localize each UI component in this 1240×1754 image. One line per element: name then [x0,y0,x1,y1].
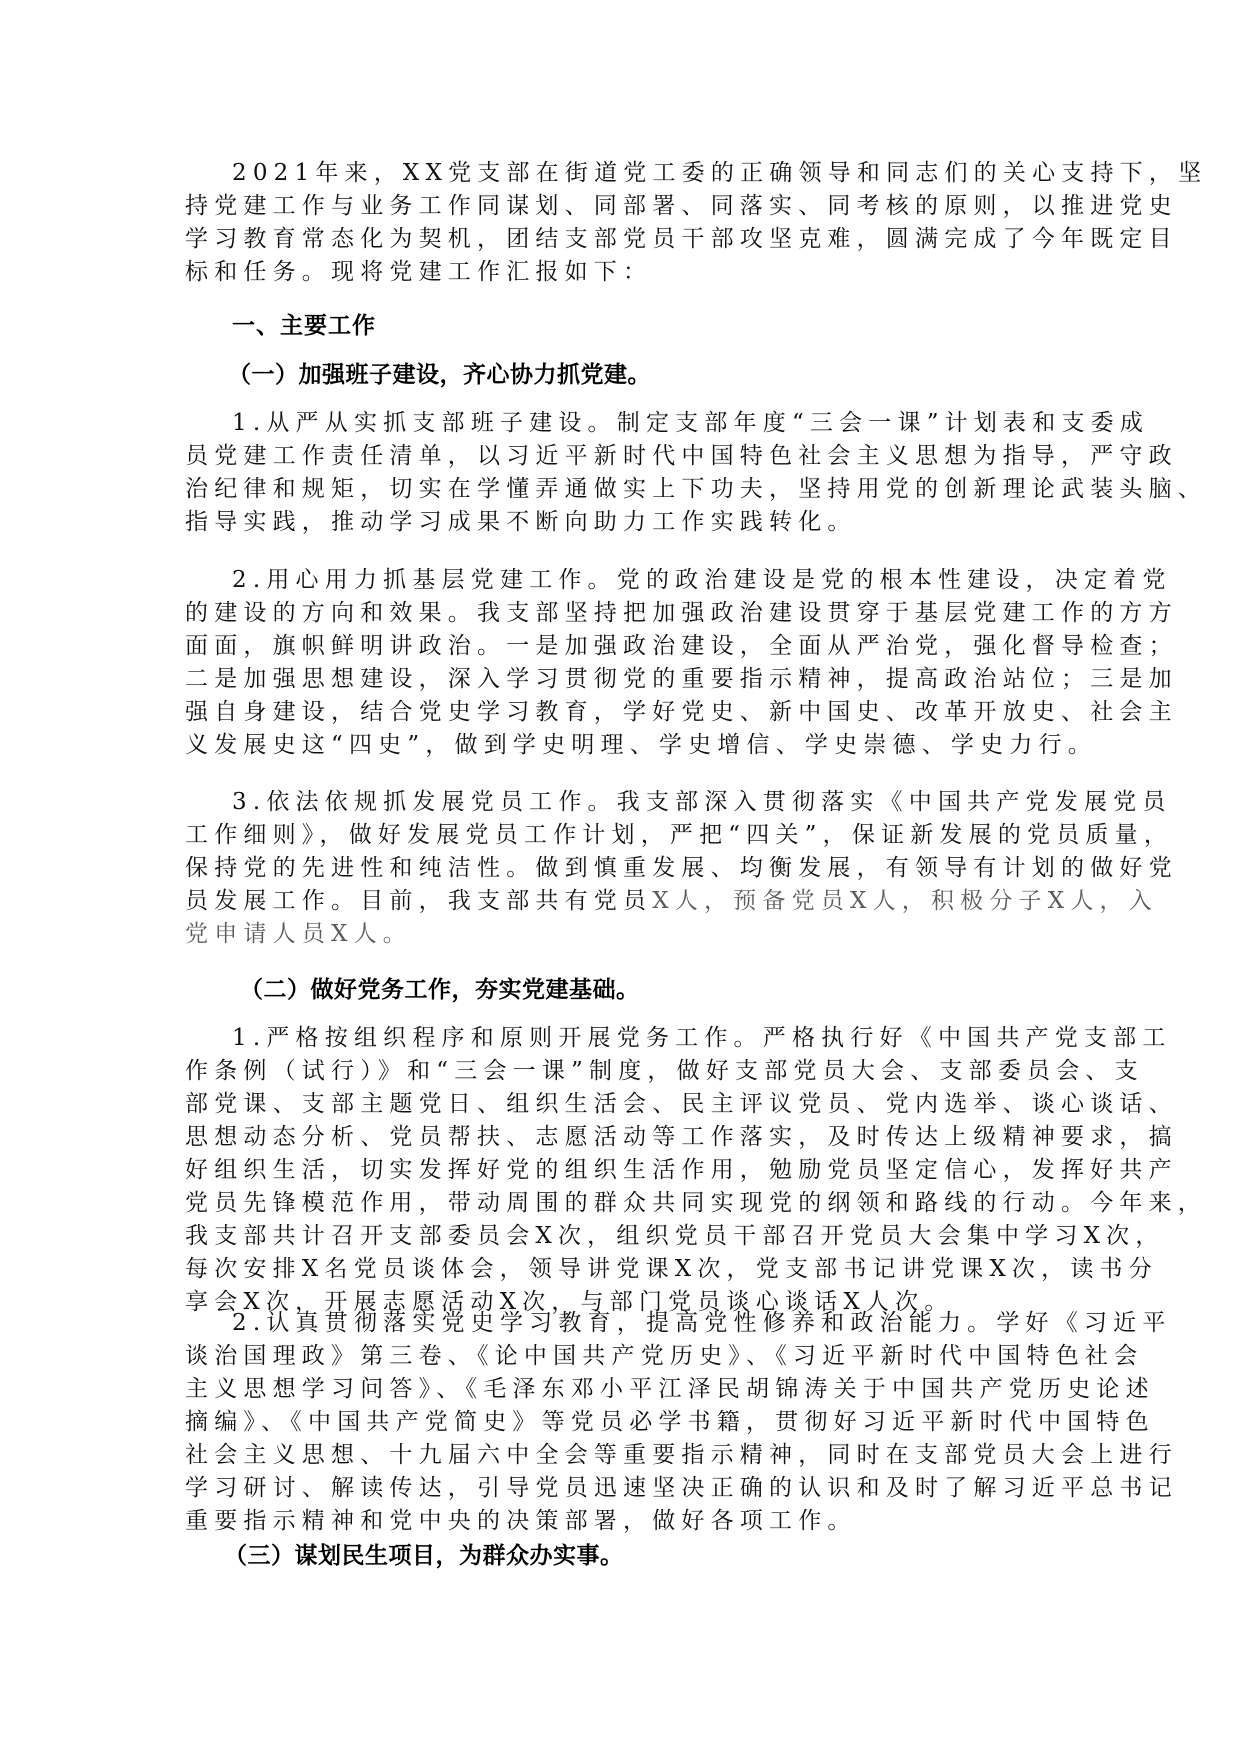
paragraph-line: 享会X次，开展志愿活动X次，与部门党员谈心谈话X人次。 [185,1289,954,1315]
line-text-gray: X人，预备党员X人，积极分子X人，入 [652,888,1158,914]
paragraph-line: 员党建工作责任清单，以习近平新时代中国特色社会主义思想为指导，严守政 [185,443,1178,469]
section-heading-main-work: 一、主要工作 [232,313,376,339]
paragraph-line: 二是加强思想建设，深入学习贯彻党的重要指示精神，提高政治站位；三是加 [185,666,1178,692]
paragraph-line: 谈治国理政》第三卷、《论中国共产党历史》、《习近平新时代中国特色社会 [185,1343,1144,1369]
paragraph-line: 强自身建设，结合党史学习教育，学好党史、新中国史、改革开放史、社会主 [185,699,1178,725]
paragraph-line: 2.用心用力抓基层党建工作。党的政治建设是党的根本性建设，决定着党 [232,567,1172,593]
paragraph-line: 2.认真贯彻落实党史学习教育，提高党性修养和政治能力。学好《习近平 [232,1310,1172,1336]
paragraph-line: 持党建工作与业务工作同谋划、同部署、同落实、同考核的原则，以推进党史 [185,193,1178,219]
paragraph-line: 义发展史这“四史”，做到学史明理、学史增信、学史崇德、学史力行。 [185,732,1097,758]
paragraph-line: 1.从严从实抓支部班子建设。制定支部年度“三会一课”计划表和支委成 [232,410,1150,436]
paragraph-line: 面面，旗帜鲜明讲政治。一是加强政治建设，全面从严治党，强化督导检查； [185,633,1178,659]
paragraph-line: 学习研讨、解读传达，引导党员迅速坚决正确的认识和及时了解习近平总书记 [185,1475,1178,1501]
paragraph-line: 社会主义思想、十九届六中全会等重要指示精神，同时在支部党员大会上进行 [185,1442,1178,1468]
paragraph-line: 工作细则》，做好发展党员工作计划，严把“四关”，保证新发展的党员质量， [185,822,1174,848]
paragraph-line: 1.严格按组织程序和原则开展党务工作。严格执行好《中国共产党支部工 [232,1025,1172,1051]
paragraph-line: 摘编》、《中国共产党简史》等党员必学书籍，贯彻好习近平新时代中国特色 [185,1409,1155,1435]
paragraph-line: 每次安排X名党员谈体会，领导讲党课X次，党支部书记讲党课X次，读书分 [185,1256,1158,1282]
paragraph-line: 2021年来，XX党支部在街道党工委的正确领导和同志们的关心支持下，坚 [232,160,1208,186]
subsection-heading-3: （三）谋划民生项目，为群众办实事。 [224,1543,624,1569]
paragraph-line: 保持党的先进性和纯洁性。做到慎重发展、均衡发展，有领导有计划的做好党 [185,855,1178,881]
paragraph-line: 3.依法依规抓发展党员工作。我支部深入贯彻落实《中国共产党发展党员 [232,789,1172,815]
paragraph-line: 学习教育常态化为契机，团结支部党员干部攻坚克难，圆满完成了今年既定目 [185,226,1178,252]
paragraph-line: 党申请人员X人。 [185,921,412,947]
paragraph-line: 部党课、支部主题党日、组织生活会、民主评议党员、党内选举、谈心谈话、 [185,1091,1178,1117]
paragraph-line: 好组织生活，切实发挥好党的组织生活作用，勉励党员坚定信心，发挥好共产 [185,1157,1178,1183]
paragraph-line: 指导实践，推动学习成果不断向助力工作实践转化。 [185,509,857,535]
subsection-heading-2: （二）做好党务工作，夯实党建基础。 [240,977,640,1003]
paragraph-line: 标和任务。现将党建工作汇报如下： [185,259,653,285]
paragraph-line: 党员先锋模范作用，带动周围的群众共同实现党的纲领和路线的行动。今年来， [185,1190,1207,1216]
paragraph-line: 的建设的方向和效果。我支部坚持把加强政治建设贯穿于基层党建工作的方方 [185,600,1178,626]
paragraph-line: 重要指示精神和党中央的决策部署，做好各项工作。 [185,1508,857,1534]
paragraph-line: 作条例（试行）》和“三会一课”制度，做好支部党员大会、支部委员会、支 [185,1058,1144,1084]
line-text-black: 员发展工作。目前，我支部共有党员 [185,888,653,914]
paragraph-line: 治纪律和规矩，切实在学懂弄通做实上下功夫，坚持用党的创新理论武装头脑、 [185,476,1207,502]
paragraph-line [185,885,1158,918]
paragraph-line: 思想动态分析、党员帮扶、志愿活动等工作落实，及时传达上级精神要求，搞 [185,1124,1178,1150]
paragraph-line: 主义思想学习问答》、《毛泽东邓小平江泽民胡锦涛关于中国共产党历史论述 [185,1376,1155,1402]
paragraph-line: 我支部共计召开支部委员会X次，组织党员干部召开党员大会集中学习X次， [185,1223,1165,1249]
subsection-heading-1: （一）加强班子建设，齐心协力抓党建。 [228,362,651,388]
